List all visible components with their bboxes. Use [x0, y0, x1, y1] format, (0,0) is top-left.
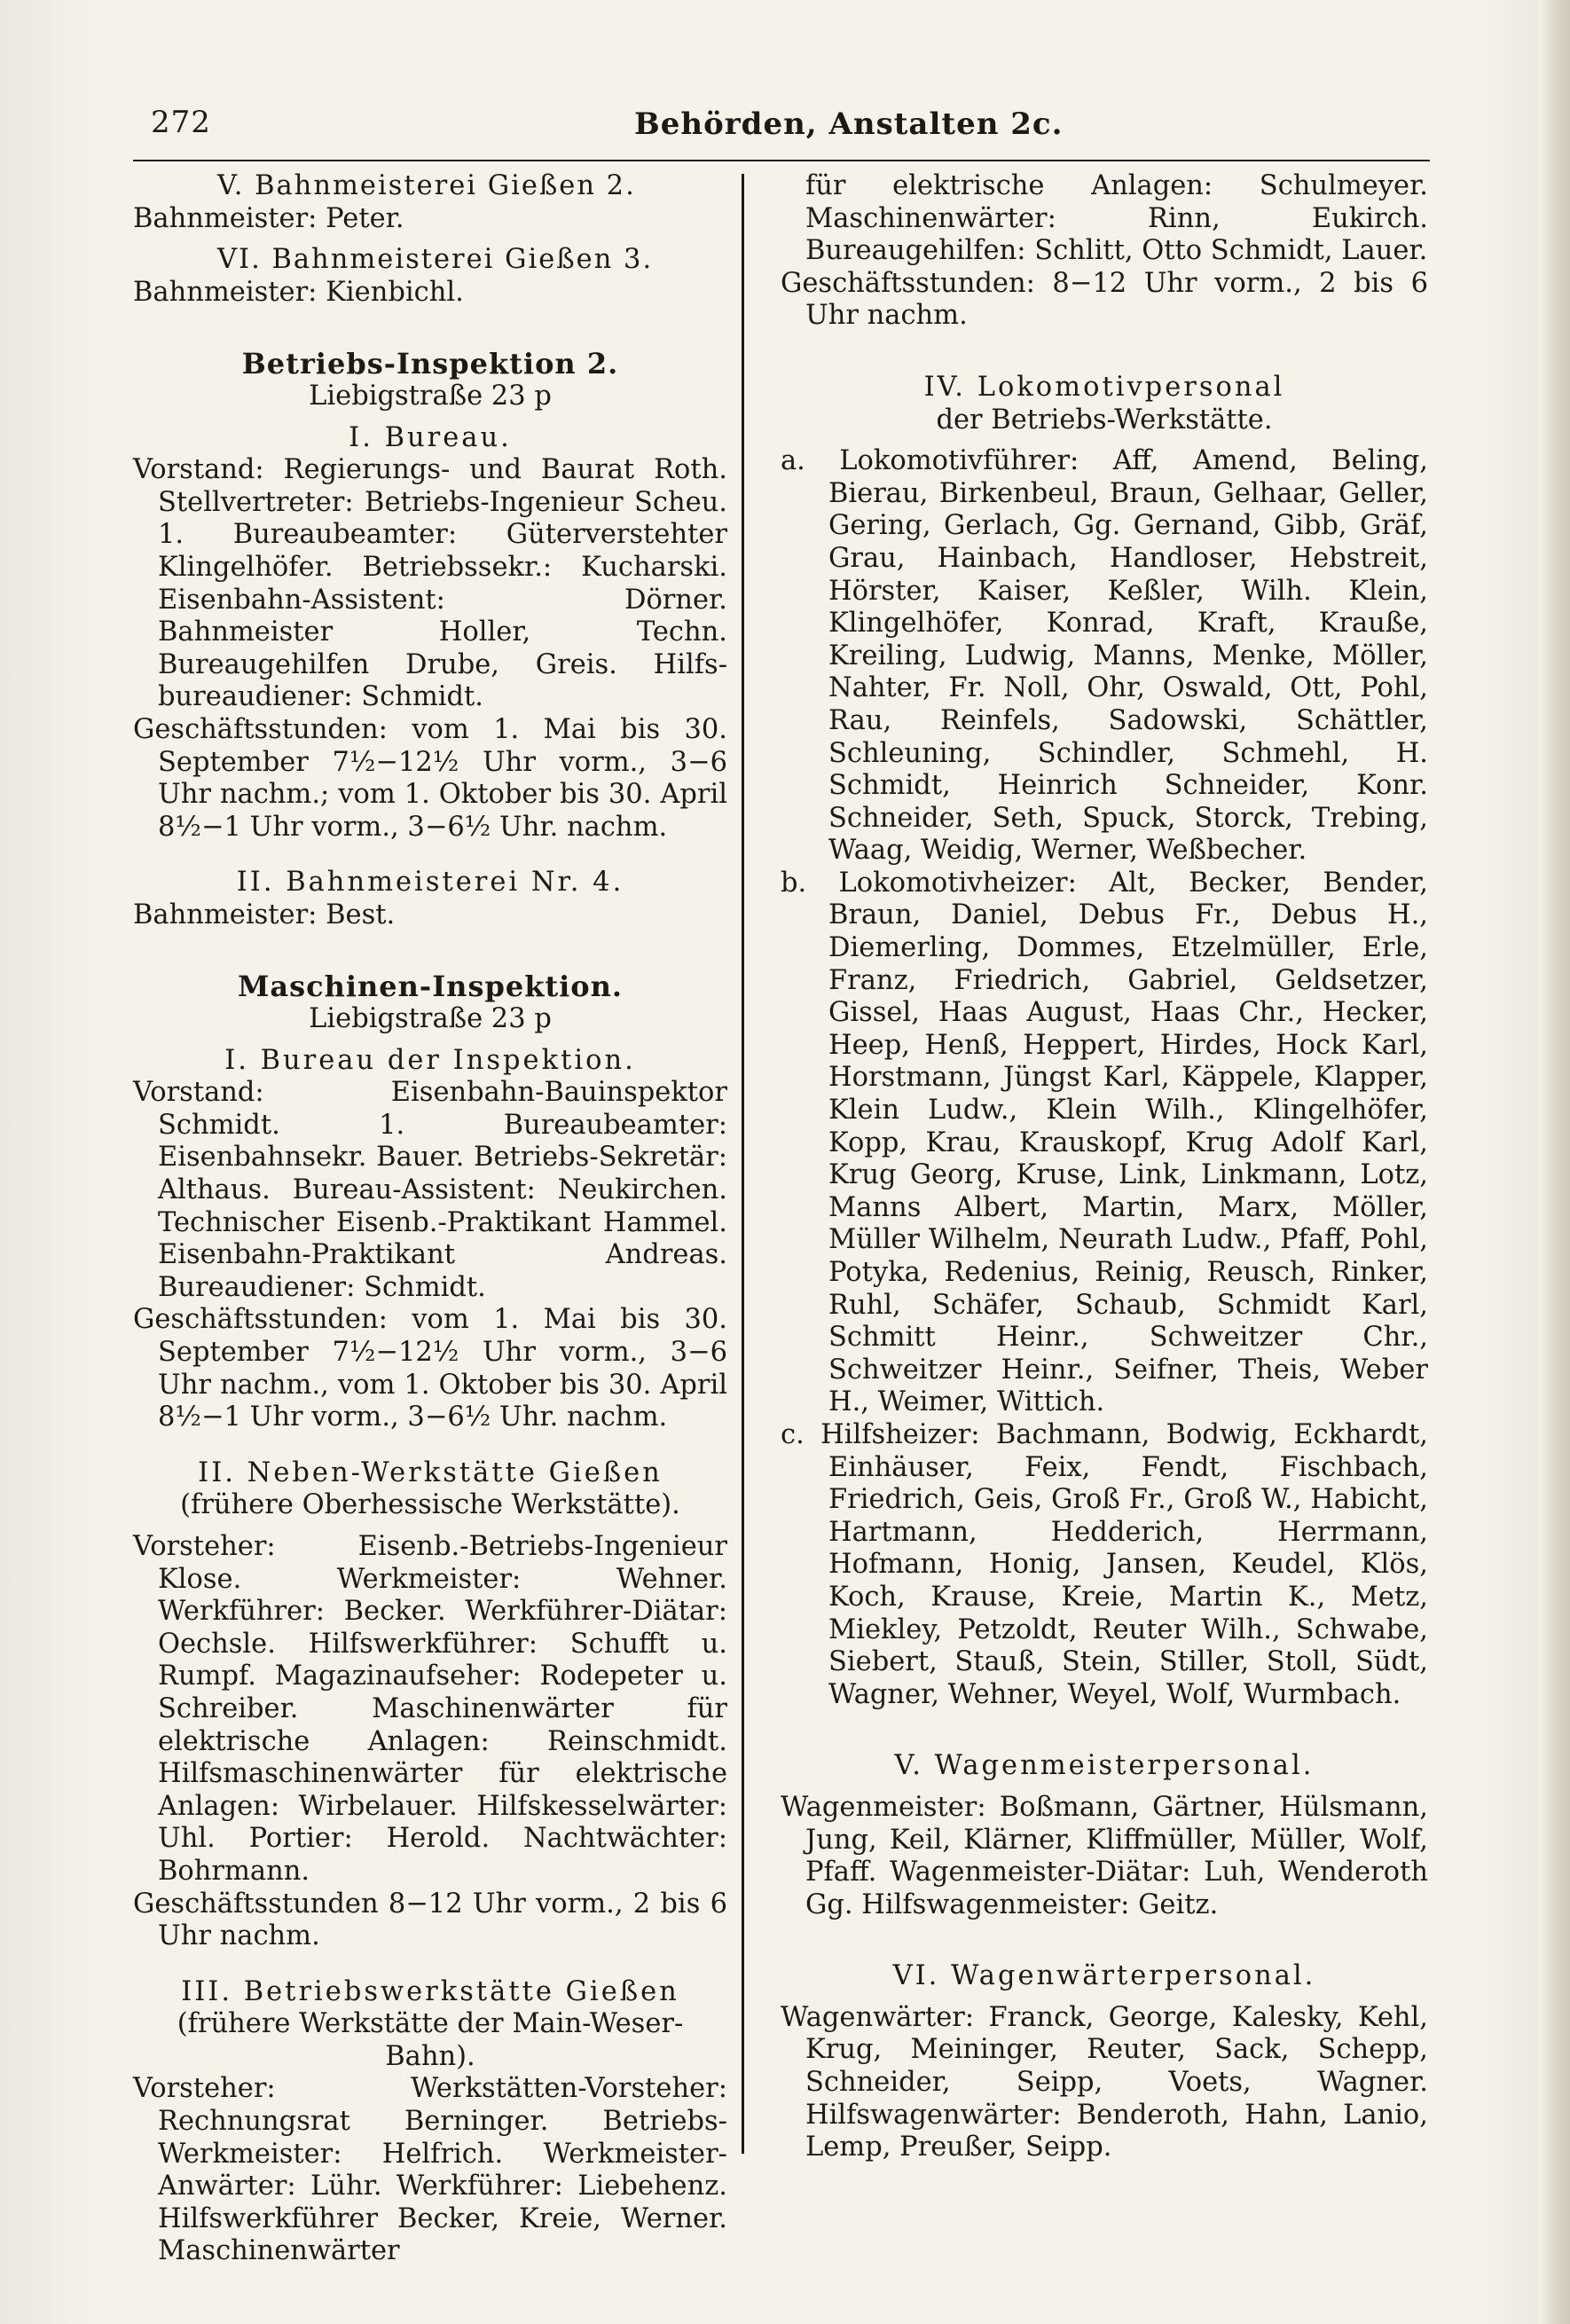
page-number: 272	[151, 105, 211, 140]
running-head: Behörden, Anstalten 2c.	[634, 106, 1064, 142]
section-heading: VI. Bahnmeisterei Gießen 3.	[217, 244, 654, 276]
office-hours: Geschäftsstunden: 8−12 Uhr vorm., 2 bis 6 Uhr nachm.	[781, 267, 1428, 332]
staff-line: Bahnmeister: Best.	[133, 899, 396, 930]
subsection-heading: I. Bureau.	[349, 421, 512, 453]
section-heading: V. Bahnmeisterei Gießen 2.	[217, 170, 636, 201]
staff-list-b: b. Lokomotivheizer: Alt, Becker, Bender, Braun, Daniel, Debus Fr., Debus H., Diemerling, Dommes, Etzelmüller, Erle, Franz, Friedrich, Gabriel, Geldsetzer, Gissel, Haas August, Haas Chr., Hecker, Heep, Henß, Heppert, Hirdes, Hock Karl, Horstmann, Jüngst Karl, Käppele, Klapper, Klein Ludw., Klein Wilh., Klingelhöfer, Kopp, Krau, Krauskopf, Krug Adolf Karl, Krug Georg, Kruse, Link, Linkmann, Lotz, Manns Albert, Martin, Marx, Möller, Müller Wilhelm, Neurath Ludw., Pfaff, Pohl, Potyka, Redenius, Reinig, Reusch, Rinker, Ruhl, Schäfer, Schaub, Schmidt Karl, Schmitt Heinr., Schweitzer Chr., Schweitzer Heinr., Seifner, Theis, Weber H., Weimer, Wittich.	[781, 867, 1428, 1418]
subsection-heading: I. Bureau der Inspektion.	[224, 1044, 636, 1076]
section-heading: III. Betriebswerkstätte Gießen	[181, 1975, 679, 2007]
staff-line: Bahnmeister: Kienbichl.	[133, 276, 464, 308]
address: Liebigstraße 23 p	[309, 380, 552, 412]
staff-paragraph: Vorstand: Regierungs- und Baurat Roth. Stellvertreter: Betriebs-Ingenieur Scheu. 1. Bureaubeamter: Güterverstehter Klingelhöfer. Betriebssekr.: Kucharski. Eisenbahn-Assistent: Dörner. Bahnmeister Holler, Techn. Bureaugehilfen Drube, Greis. Hilfs-bureaudiener: Schmidt.	[133, 454, 727, 713]
section-subtitle: (frühere Oberhessische Werkstätte).	[180, 1489, 680, 1521]
left-column	[133, 170, 727, 2268]
section-heading: VI. Wagenwärterpersonal.	[892, 1960, 1316, 1992]
section-heading: IV. Lokomotivpersonal	[923, 371, 1285, 403]
staff-paragraph: Wagenwärter: Franck, George, Kalesky, Kehl, Krug, Meininger, Reuter, Sack, Schepp, Schneider, Seipp, Voets, Wagner. Hilfswagenwärter: Benderoth, Hahn, Lanio, Lemp, Preußer, Seipp.	[781, 2001, 1428, 2163]
page-header	[133, 105, 1428, 149]
section-subtitle: der Betriebs-Werkstätte.	[936, 404, 1273, 436]
header-rule	[133, 160, 1430, 161]
staff-paragraph: Vorstand: Eisenbahn-Bauinspektor Schmidt. 1. Bureaubeamter: Eisenbahnsekr. Bauer. Betriebs-Sekretär: Althaus. Bureau-Assistent: Neukirchen. Technischer Eisenb.-Praktikant Hammel. Eisenbahn-Praktikant Andreas. Bureaudiener: Schmidt.	[133, 1077, 727, 1303]
office-hours: Geschäftsstunden: vom 1. Mai bis 30. September 7½−12½ Uhr vorm., 3−6 Uhr nachm.; vom 1. Oktober bis 30. April 8½−1 Uhr vorm., 3−6½ Uhr. nachm.	[133, 713, 727, 843]
staff-paragraph: Vorsteher: Werkstätten-Vorsteher: Rechnungsrat Berninger. Betriebs-Werkmeister: Helfrich. Werkmeister-Anwärter: Lühr. Werkführer: Liebehenz. Hilfswerkführer Becker, Kreie, Werner. Maschinenwärter	[133, 2073, 727, 2267]
staff-line: Bahnmeister: Peter.	[133, 202, 404, 234]
right-column	[781, 170, 1428, 2164]
staff-paragraph: Wagenmeister: Boßmann, Gärtner, Hülsmann, Jung, Keil, Klärner, Kliffmüller, Müller, Wolf, Pfaff. Wagenmeister-Diätar: Luh, Wenderoth Gg. Hilfswagenmeister: Geitz.	[781, 1791, 1428, 1920]
column-divider	[742, 174, 744, 2154]
staff-list-c: c. Hilfsheizer: Bachmann, Bodwig, Eckhardt, Einhäuser, Feix, Fendt, Fischbach, Friedrich, Geis, Groß Fr., Groß W., Habicht, Hartmann, Hedderich, Herrmann, Hofmann, Honig, Jansen, Keudel, Klös, Koch, Krause, Kreie, Martin K., Metz, Miekley, Petzoldt, Reuter Wilh., Schwabe, Siebert, Stauß, Stein, Stiller, Stoll, Südt, Wagner, Wehner, Weyel, Wolf, Wurmbach.	[781, 1418, 1428, 1710]
address: Liebigstraße 23 p	[309, 1003, 552, 1035]
section-heading: II. Neben-Werkstätte Gießen	[198, 1456, 663, 1488]
staff-list-a: a. Lokomotivführer: Aff, Amend, Beling, Bierau, Birkenbeul, Braun, Gelhaar, Geller, Gering, Gerlach, Gg. Gernand, Gibb, Gräf, Grau, Hainbach, Handloser, Hebstreit, Hörster, Kaiser, Keßler, Wilh. Klein, Klingelhöfer, Konrad, Kraft, Kraußе, Kreiling, Ludwig, Manns, Menke, Möller, Nahter, Fr. Noll, Ohr, Oswald, Ott, Pohl, Rau, Reinfels, Sadowski, Schättler, Schleuning, Schindler, Schmehl, H. Schmidt, Heinrich Schneider, Konr. Schneider, Seth, Spuck, Storck, Trebing, Waag, Weidig, Werner, Weßbecher.	[781, 445, 1428, 867]
staff-paragraph: für elektrische Anlagen: Schulmeyer. Maschinenwärter: Rinn, Eukirch. Bureaugehilfen: Schlitt, Otto Schmidt, Lauer.	[805, 170, 1428, 267]
section-title: Betriebs-Inspektion 2.	[241, 347, 619, 381]
section-subtitle: (frühere Werkstätte der Main-Weser-Bahn).	[177, 2008, 684, 2072]
section-heading: II. Bahnmeisterei Nr. 4.	[236, 867, 624, 899]
office-hours: Geschäftsstunden: vom 1. Mai bis 30. September 7½−12½ Uhr vorm., 3−6 Uhr nachm., vom 1. Oktober bis 30. April 8½−1 Uhr vorm., 3−6½ Uhr. nachm.	[133, 1304, 727, 1433]
section-title: Maschinen-Inspektion.	[237, 970, 624, 1004]
office-hours: Geschäftsstunden 8−12 Uhr vorm., 2 bis 6 Uhr nachm.	[133, 1888, 727, 1952]
page-edge	[1538, 0, 1570, 2324]
staff-paragraph: Vorsteher: Eisenb.-Betriebs-Ingenieur Klose. Werkmeister: Wehner. Werkführer: Becker. Werkführer-Diätar: Oechsle. Hilfswerkführer: Schufft u. Rumpf. Magazinaufseher: Rodepeter u. Schreiber. Maschinenwärter für elektrische Anlagen: Reinschmidt. Hilfsmaschinenwärter für elektrische Anlagen: Wirbelauer. Hilfskesselwärter: Uhl. Portier: Herold. Nachtwächter: Bohrmann.	[133, 1530, 727, 1887]
section-heading: V. Wagenmeisterpersonal.	[894, 1750, 1315, 1782]
